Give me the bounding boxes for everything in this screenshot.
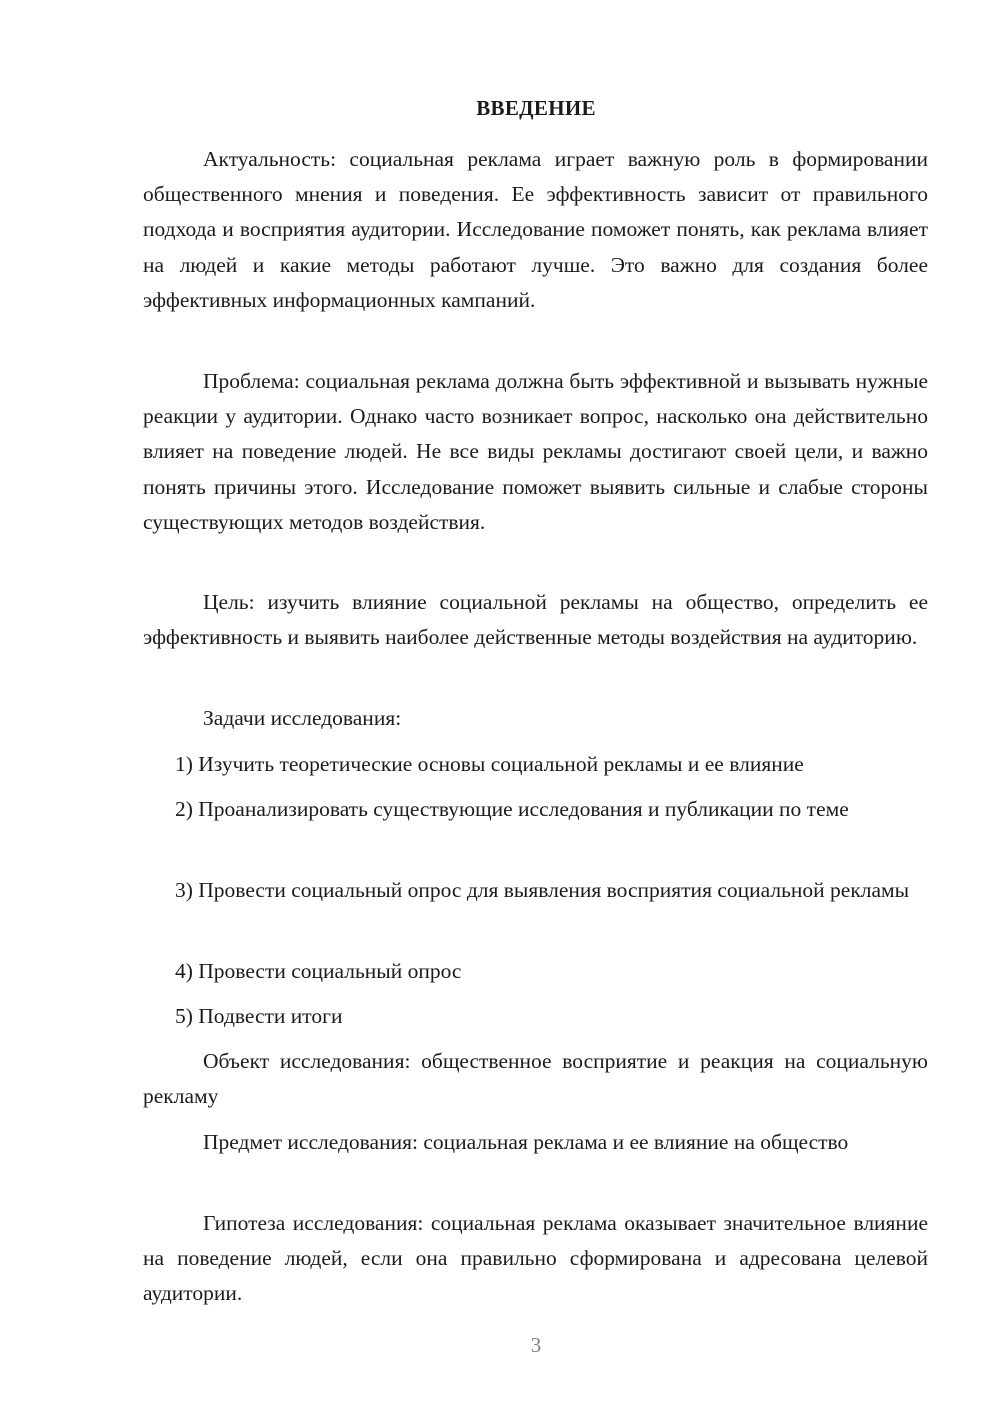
task-item-4: 4) Провести социальный опрос bbox=[175, 959, 462, 983]
paragraph-relevance: Актуальность: социальная реклама играет важную роль в формировании общественного мнения и поведения. Ее эффективность зависит от правильного подхода и восприятия аудитории. Исследование поможет понять, как реклама влияет на людей и какие методы работают лучше. Это важно для создания более эффективных информационных кампаний. bbox=[143, 147, 928, 312]
page-number: 3 bbox=[530, 1333, 542, 1357]
task-item-5: 5) Подвести итоги bbox=[175, 1004, 343, 1028]
task-item-2: 2) Проанализировать существующие исследования и публикации по теме bbox=[175, 797, 849, 821]
tasks-heading: Задачи исследования: bbox=[203, 706, 402, 730]
paragraph-goal: Цель: изучить влияние социальной рекламы на общество, определить ее эффективность и выявить наиболее действенные методы воздействия на аудиторию. bbox=[143, 590, 928, 650]
page-title: ВВЕДЕНИЕ bbox=[476, 96, 596, 120]
paragraph-hypothesis: Гипотеза исследования: социальная реклама оказывает значительное влияние на поведение людей, если она правильно сформирована и адресована целевой аудитории. bbox=[143, 1211, 928, 1306]
paragraph-object: Объект исследования: общественное восприятие и реакция на социальную рекламу bbox=[143, 1049, 928, 1109]
paragraph-problem: Проблема: социальная реклама должна быть эффективной и вызывать нужные реакции у аудитории. Однако часто возникает вопрос, насколько она действительно влияет на поведение людей. Не все виды рекламы достигают своей цели, и важно понять причины этого. Исследование поможет выявить сильные и слабые стороны существующих методов воздействия. bbox=[143, 369, 928, 534]
task-item-3: 3) Провести социальный опрос для выявления восприятия социальной рекламы bbox=[175, 878, 910, 902]
task-item-1: 1) Изучить теоретические основы социальной рекламы и ее влияние bbox=[175, 752, 804, 776]
paragraph-subject: Предмет исследования: социальная реклама и ее влияние на общество bbox=[203, 1130, 849, 1154]
